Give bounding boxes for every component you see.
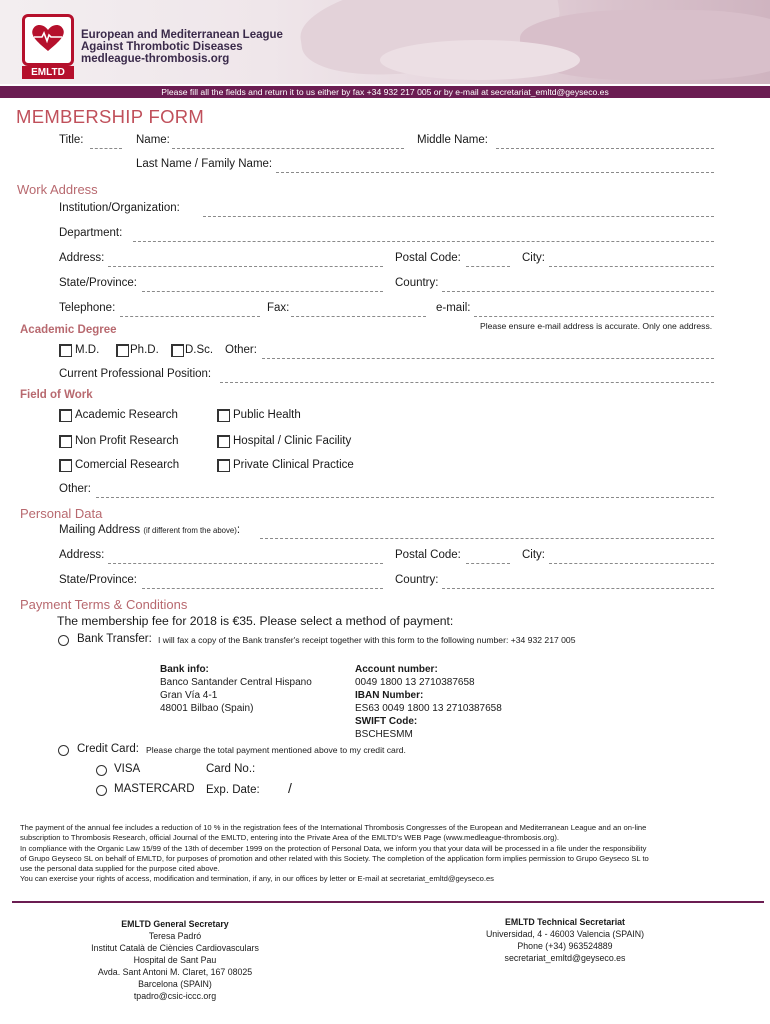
technical-secretariat-email: secretariat_emltd@geyseco.es — [504, 953, 626, 963]
non-profit-research-label: Non Profit Research — [75, 435, 179, 447]
degree-other-label: Other: — [225, 344, 257, 356]
mailing-street-field[interactable] — [108, 563, 383, 564]
technical-secretariat-address: Universidad, 4 - 46003 Valencia (SPAIN) — [485, 929, 645, 939]
legal-line-2: subscription to Thrombosis Research, official Journal of the EMLTD, entering into the Private Area of the EMLTD's WEB Page (www.medleague-thrombosis.org). — [20, 833, 560, 843]
legal-line-6: You can exercise your rights of access, modification and termination, if any, in our offices by letter or E-mail at secretariat_emltd@geyseco.es — [20, 874, 494, 884]
non-profit-research-checkbox[interactable] — [60, 436, 72, 448]
legal-notice — [20, 823, 750, 885]
general-secretary-heading: EMLTD General Secretary — [121, 919, 229, 929]
technical-secretariat-heading: EMLTD Technical Secretariat — [505, 917, 625, 927]
dsc-checkbox[interactable] — [172, 345, 184, 357]
swift-heading: SWIFT Code: — [355, 716, 418, 727]
postal-code-field[interactable] — [466, 266, 510, 267]
mastercard-radio[interactable] — [96, 785, 107, 796]
exp-date-separator: / — [288, 780, 292, 796]
work-other-field[interactable] — [96, 497, 714, 498]
mailing-address-note: (if different from the above) — [143, 526, 237, 535]
academic-research-checkbox[interactable] — [60, 410, 72, 422]
public-health-checkbox[interactable] — [218, 410, 230, 422]
general-secretary-city: Barcelona (SPAIN) — [138, 979, 212, 989]
mailing-postal-code-field[interactable] — [466, 563, 510, 564]
last-name-label: Last Name / Family Name: — [136, 158, 273, 170]
city-field[interactable] — [549, 266, 714, 267]
mailing-address-label — [59, 524, 240, 536]
mailing-address-colon: : — [236, 524, 241, 536]
org-website: medleague-thrombosis.org — [81, 53, 230, 65]
page-title: MEMBERSHIP FORM — [16, 106, 205, 127]
bank-name: Banco Santander Central Hispano — [160, 677, 312, 688]
middle-name-label: Middle Name: — [417, 134, 488, 146]
credit-card-note: Please charge the total payment mentioned above to my credit card. — [146, 745, 406, 755]
work-other-label: Other: — [59, 483, 91, 495]
mailing-postal-code-label: Postal Code: — [395, 549, 461, 561]
legal-line-4: of Grupo Geyseco SL on behalf of EMLTD, for purposes of promotion and other related with this Society. The completion of the application form implies permission to Grupo Geyseco SL to — [20, 853, 649, 863]
credit-card-radio[interactable] — [58, 745, 69, 756]
bank-transfer-note: I will fax a copy of the Bank transfer's receipt together with this form to the following number: +34 932 217 005 — [158, 635, 576, 645]
mailing-state-field[interactable] — [142, 588, 383, 589]
email-note: Please ensure e-mail address is accurate. Only one address. — [480, 321, 713, 331]
private-practice-label: Private Clinical Practice — [233, 459, 354, 471]
org-line-2: Against Thrombotic Diseases — [81, 41, 243, 53]
academic-research-label: Academic Research — [75, 409, 178, 421]
work-address-heading: Work Address — [17, 182, 98, 197]
mailing-address-field[interactable] — [260, 538, 714, 539]
mailing-street-label: Address: — [59, 549, 105, 561]
middle-name-field[interactable] — [496, 148, 714, 149]
fax-label: Fax: — [267, 302, 290, 314]
last-name-field[interactable] — [276, 172, 714, 173]
hospital-clinic-label: Hospital / Clinic Facility — [233, 435, 352, 447]
credit-card-label: Credit Card: — [77, 743, 139, 755]
heart-logo-icon — [30, 22, 66, 52]
mailing-state-label: State/Province: — [59, 574, 137, 586]
technical-secretariat — [460, 916, 670, 964]
private-practice-checkbox[interactable] — [218, 460, 230, 472]
fee-text: The membership fee for 2018 is €35. Please select a method of payment: — [57, 614, 454, 628]
logo-label: EMLTD — [22, 66, 74, 79]
country-field[interactable] — [442, 291, 714, 292]
position-field[interactable] — [220, 382, 714, 383]
mailing-country-label: Country: — [395, 574, 439, 586]
email-label: e-mail: — [436, 302, 471, 314]
institution-label: Institution/Organization: — [59, 202, 180, 214]
bank-info — [160, 663, 312, 715]
academic-degree-heading: Academic Degree — [20, 324, 117, 336]
city-label: City: — [522, 252, 545, 264]
comercial-research-checkbox[interactable] — [60, 460, 72, 472]
md-label: M.D. — [75, 344, 100, 356]
bank-info-heading: Bank info: — [160, 664, 209, 675]
bank-transfer-label: Bank Transfer: — [77, 633, 152, 645]
bank-street: Gran Vía 4-1 — [160, 690, 218, 701]
hospital-clinic-checkbox[interactable] — [218, 436, 230, 448]
payment-heading: Payment Terms & Conditions — [20, 597, 188, 612]
mailing-city-label: City: — [522, 549, 545, 561]
address-label: Address: — [59, 252, 105, 264]
comercial-research-label: Comercial Research — [75, 459, 180, 471]
title-label: Title: — [59, 134, 84, 146]
public-health-label: Public Health — [233, 409, 301, 421]
phd-checkbox[interactable] — [117, 345, 129, 357]
bank-transfer-radio[interactable] — [58, 635, 69, 646]
general-secretary — [70, 918, 280, 1002]
account-heading: Account number: — [355, 664, 438, 675]
legal-line-5: use the personal data supplied for the purpose cited above. — [20, 864, 220, 874]
mailing-city-field[interactable] — [549, 563, 714, 564]
card-no-label: Card No.: — [206, 763, 256, 775]
position-label: Current Professional Position: — [59, 368, 212, 380]
name-field[interactable] — [172, 148, 404, 149]
general-secretary-hospital: Hospital de Sant Pau — [133, 955, 217, 965]
general-secretary-institute: Institut Català de Ciències Cardiovasculars — [91, 943, 259, 953]
org-line-1: European and Mediterranean League — [81, 29, 283, 41]
name-label: Name: — [136, 134, 170, 146]
general-secretary-name: Teresa Padró — [148, 931, 202, 941]
email-field[interactable] — [474, 316, 714, 317]
account-number: 0049 1800 13 2710387658 — [355, 677, 475, 688]
state-field[interactable] — [142, 291, 383, 292]
general-secretary-street: Avda. Sant Antoni M. Claret, 167 08025 — [97, 967, 253, 977]
bank-city: 48001 Bilbao (Spain) — [160, 703, 254, 714]
visa-label: VISA — [114, 763, 141, 775]
address-field[interactable] — [108, 266, 383, 267]
footer-divider — [12, 901, 764, 903]
state-label: State/Province: — [59, 277, 137, 289]
country-label: Country: — [395, 277, 439, 289]
department-field[interactable] — [133, 241, 714, 242]
personal-data-heading: Personal Data — [20, 506, 103, 521]
phd-label: Ph.D. — [130, 344, 159, 356]
account-info — [355, 663, 502, 741]
mastercard-label: MASTERCARD — [114, 783, 195, 795]
mailing-country-field[interactable] — [442, 588, 714, 589]
telephone-field[interactable] — [120, 316, 260, 317]
legal-line-3: In compliance with the Organic Law 15/99 of the 13th of december 1999 on the protection of Personal Data, we inform you that your data will be processed in a file under the responsibility — [20, 843, 647, 853]
postal-code-label: Postal Code: — [395, 252, 461, 264]
institution-field[interactable] — [203, 216, 714, 217]
dsc-label: D.Sc. — [185, 344, 214, 356]
telephone-label: Telephone: — [59, 302, 116, 314]
department-label: Department: — [59, 227, 123, 239]
iban-heading: IBAN Number: — [355, 690, 424, 701]
field-of-work-heading: Field of Work — [20, 389, 93, 401]
mailing-address-text: Mailing Address — [59, 524, 141, 536]
iban-number: ES63 0049 1800 13 2710387658 — [355, 703, 502, 714]
exp-date-label: Exp. Date: — [206, 784, 260, 796]
instruction-bar: Please fill all the fields and return it to us either by fax +34 932 217 005 or by e-mail at secretariat_emltd@geyseco.es — [0, 86, 770, 98]
general-secretary-email: tpadro@csic-iccc.org — [133, 991, 217, 1001]
title-field[interactable] — [90, 148, 122, 149]
swift-code: BSCHESMM — [355, 729, 413, 740]
technical-secretariat-phone: Phone (+34) 963524889 — [517, 941, 613, 951]
md-checkbox[interactable] — [60, 345, 72, 357]
org-name — [81, 29, 283, 65]
degree-other-field[interactable] — [262, 358, 714, 359]
fax-field[interactable] — [291, 316, 426, 317]
legal-line-1: The payment of the annual fee includes a reduction of 10 % in the registration fees of the International Thrombosis Congresses of the European and Mediterranean League and an on-line — [20, 823, 647, 832]
visa-radio[interactable] — [96, 765, 107, 776]
